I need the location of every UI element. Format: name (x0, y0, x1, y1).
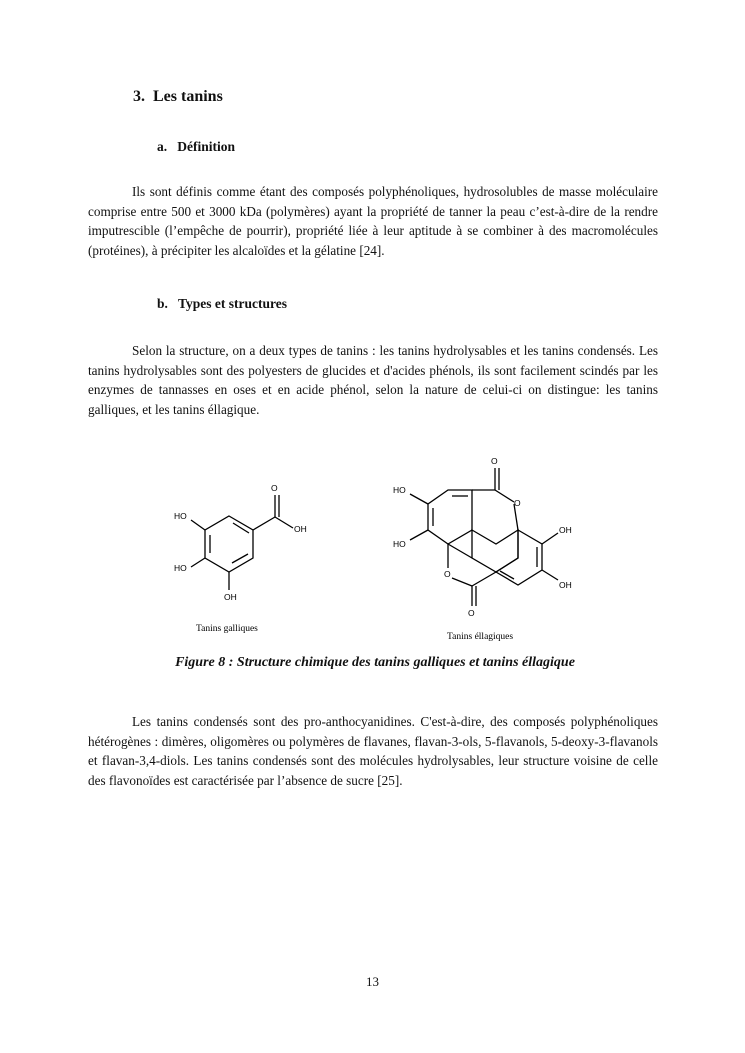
ellagic-label-ho-left-bottom: HO (393, 539, 406, 549)
subsection-b-title: Types et structures (178, 296, 287, 311)
subsection-a-label: a. (157, 139, 168, 154)
paragraph-definition: Ils sont définis comme étant des composés polyphénoliques, hydrosolubles de masse moléculaire comprise entre 500 et 3000 kDa (polymères) ayant la propriété de tanner la peau c’est-à-dire de la rendre imputrescible (l’empêche de pourrir), propriété liée à leur aptitude à se combiner à des macromolécules (protéines), à précipiter les alcaloïdes et la gélatine [24]. (88, 184, 658, 258)
paragraph-condensed: Les tanins condensés sont des pro-anthocyanidines. C'est-à-dire, des composés polyphénoliques hétérogènes : dimères, oligomères ou polymères de flavanes, flavan-3-ols, 5-flavanols, 5-deoxy-3-flavanols et flavan-3,4-diols. Les tanins condensés sont des molécules hydrolysables, leur structure voisine de celle des flavonoïdes est caractérisée par l’absence de sucre [25]. (88, 714, 658, 788)
ellagic-label-o-ring-left: O (444, 569, 451, 579)
ellagic-label-ho-left-top: HO (393, 485, 406, 495)
ellagic-label-o-top: O (491, 456, 498, 466)
section-number: 3. (133, 88, 145, 105)
section-title (133, 88, 223, 106)
figure-caption: Figure 8 : Structure chimique des tanins galliques et tanins éllagique (175, 655, 575, 670)
subsection-a-heading (157, 139, 235, 155)
gallic-label-oh-acid: OH (294, 524, 307, 534)
gallic-label-ho-mid: HO (174, 563, 187, 573)
gallic-caption: Tanins galliques (196, 624, 258, 634)
section-title-text: Les tanins (153, 88, 223, 105)
gallic-label-oh-bottom: OH (224, 592, 237, 602)
subsection-b-label: b. (157, 296, 168, 311)
ellagic-label-o-bottom: O (468, 608, 475, 618)
page-number: 13 (366, 974, 379, 989)
gallic-acid-structure (191, 495, 293, 590)
ellagic-label-oh-right-top: OH (559, 525, 572, 535)
gallic-label-o: O (271, 483, 278, 493)
ellagic-caption: Tanins éllagiques (447, 632, 514, 642)
paragraph-types: Selon la structure, on a deux types de tanins : les tanins hydrolysables et les tanins condensés. Les tanins hydrolysables sont des polyesters de glucides et d'acides phénols, ils sont facilement scindés par les enzymes de tannasses en oses et en acide phénol, selon la nature de celui-ci on distingue: les tanins galliques, et les tanins éllagique. (88, 343, 658, 417)
ellagic-label-o-ring-right: O (514, 498, 521, 508)
subsection-a-title: Définition (177, 139, 236, 154)
chemical-structures-figure (0, 440, 745, 650)
ellagic-label-oh-right-bottom: OH (559, 580, 572, 590)
subsection-b-heading (157, 296, 287, 312)
gallic-label-ho-top: HO (174, 511, 187, 521)
ellagic-acid-structure (410, 468, 558, 606)
